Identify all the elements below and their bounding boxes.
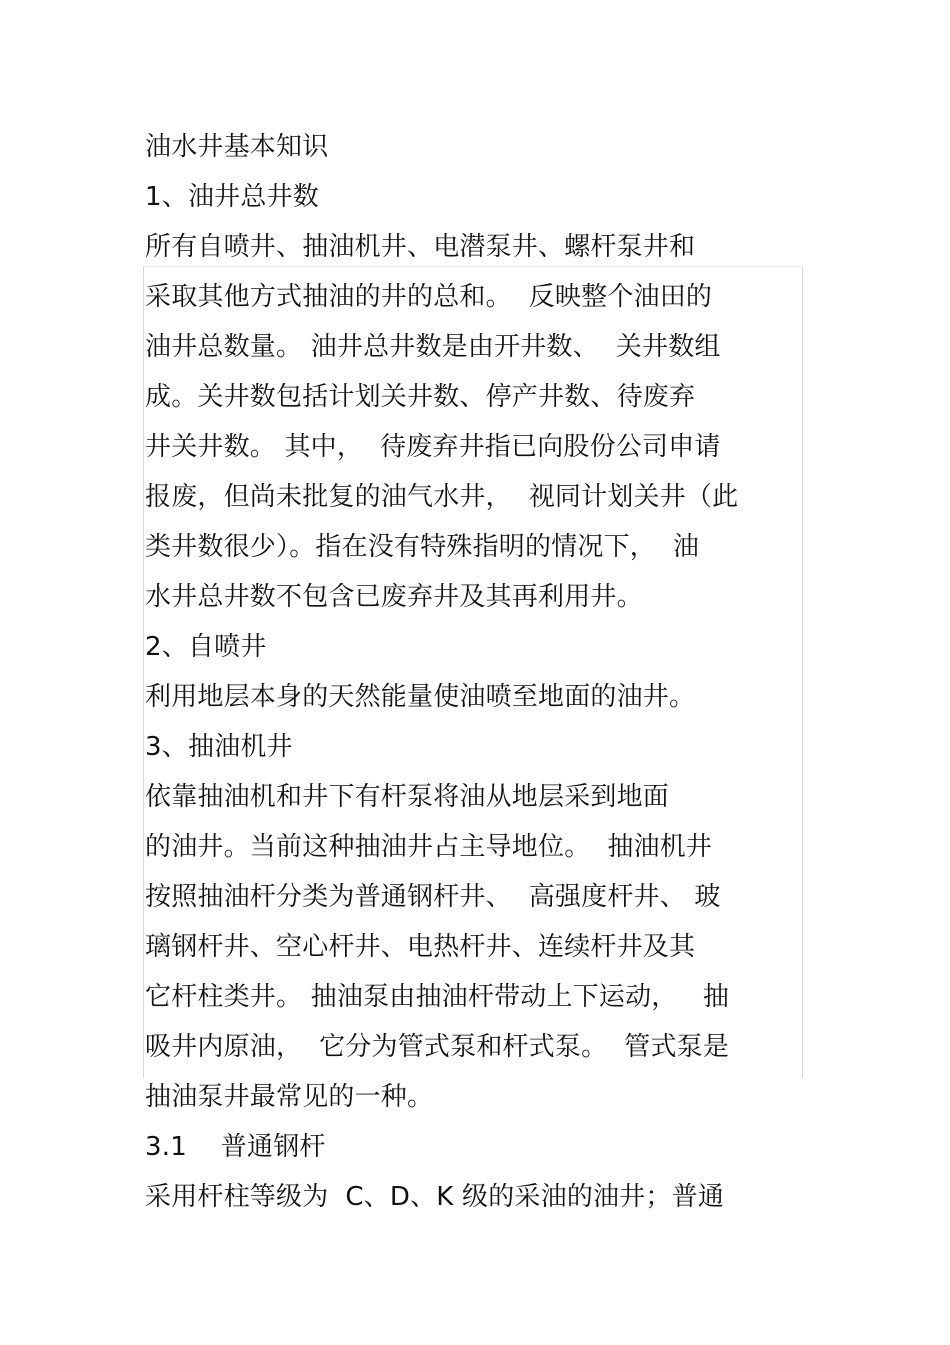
paragraph-line: 水井总井数不包含已废弃井及其再利用井。 <box>145 582 643 612</box>
paragraph-line: 依靠抽油机和井下有杆泵将油从地层采到地面 <box>145 782 670 812</box>
section-heading: 3.1 普通钢杆 <box>145 1132 326 1162</box>
paragraph-line: 抽油泵井最常见的一种。 <box>145 1082 434 1112</box>
document-body <box>145 122 815 1222</box>
paragraph-line: 报废，但尚未批复的油气水井， 视同计划关井（此 <box>145 482 739 512</box>
paragraph-line: 它杆柱类井。 抽油泵由抽油杆带动上下运动， 抽 <box>145 982 730 1012</box>
paragraph-line: 类井数很少）。指在没有特殊指明的情况下， 油 <box>145 532 700 562</box>
paragraph-line: 璃钢杆井、空心杆井、电热杆井、连续杆井及其 <box>145 932 696 962</box>
paragraph-line: 吸井内原油， 它分为管式泵和杆式泵。 管式泵是 <box>145 1032 730 1062</box>
paragraph-line: 利用地层本身的天然能量使油喷至地面的油井。 <box>145 682 696 712</box>
paragraph-line: 按照抽油杆分类为普通钢杆井、 高强度杆井、 玻 <box>145 882 721 912</box>
section-heading: 3、抽油机井 <box>145 732 293 762</box>
paragraph-line: 采用杆柱等级为 C、D、K 级的采油的油井；普通 <box>145 1182 725 1212</box>
section-heading: 2、自喷井 <box>145 632 267 662</box>
paragraph-line: 井关井数。 其中， 待废弃井指已向股份公司申请 <box>145 432 721 462</box>
paragraph-line: 采取其他方式抽油的井的总和。 反映整个油田的 <box>145 282 713 312</box>
section-heading: 1、油井总井数 <box>145 182 319 212</box>
paragraph-line: 成。关井数包括计划关井数、停产井数、待废弃 <box>145 382 696 412</box>
paragraph-line: 油井总数量。 油井总井数是由开井数、 关井数组 <box>145 332 721 362</box>
paragraph-line: 所有自喷井、抽油机井、电潜泵井、螺杆泵井和 <box>145 232 696 262</box>
paragraph-line: 的油井。当前这种抽油井占主导地位。 抽油机井 <box>145 832 713 862</box>
document-title: 油水井基本知识 <box>145 132 329 162</box>
